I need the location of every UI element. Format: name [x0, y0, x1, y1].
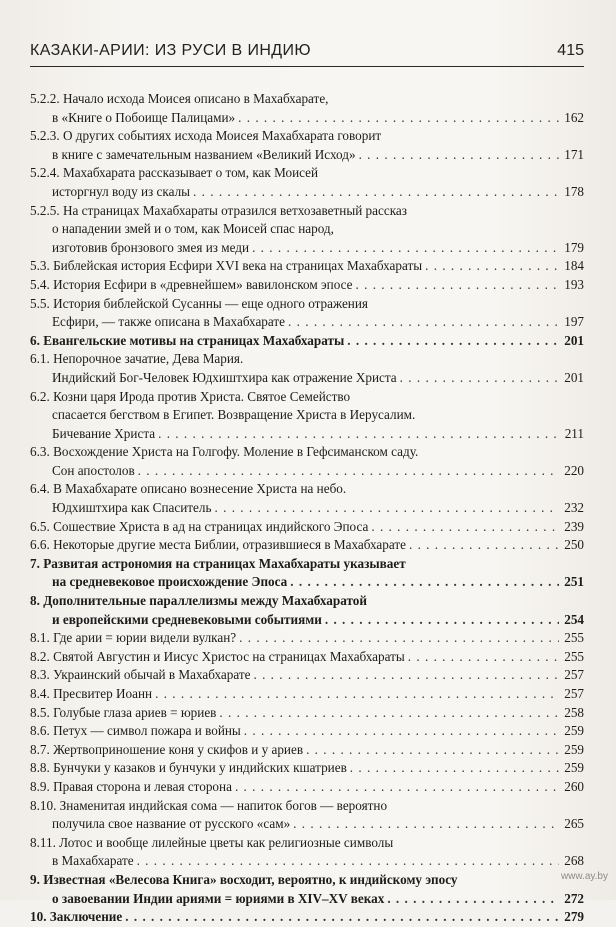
toc-page-number: 201	[564, 369, 584, 385]
toc-entry-line: Юдхиштхира как Спаситель	[52, 500, 212, 516]
toc-entry-last-line	[30, 815, 584, 834]
dot-leader	[158, 425, 559, 444]
toc-entry	[30, 648, 584, 667]
toc-entry-last-line	[30, 573, 584, 592]
toc-entry-line: 6.6. Некоторые другие места Библии, отразившиеся в Махабхарате	[30, 537, 406, 553]
toc-entry-last-line	[30, 462, 584, 481]
dot-leader	[252, 239, 559, 258]
toc-entry-last-line	[30, 629, 584, 648]
toc-entry-last-line	[30, 648, 584, 667]
toc-entry-line: исторгнул воду из скалы	[52, 183, 191, 199]
toc-entry-last-line	[30, 685, 584, 704]
toc-entry-line: 8.10. Знаменитая индийская сома — напиток богов — вероятно	[30, 797, 388, 813]
toc-page-number: 250	[564, 537, 584, 553]
toc-entry-line: Сон апостолов	[52, 462, 135, 478]
dot-leader	[138, 462, 559, 481]
dot-leader	[290, 573, 559, 592]
toc-entry-line: 5.2.5. На страницах Махабхараты отразился ветхозаветный рассказ	[30, 202, 407, 218]
toc-page-number: 171	[564, 146, 584, 162]
toc-entry-line: 8.2. Святой Августин и Иисус Христос на страницах Махабхараты	[30, 648, 405, 664]
toc-entry-line: в Махабхарате	[52, 853, 134, 869]
toc-entry	[30, 555, 584, 592]
dot-leader	[235, 778, 559, 797]
toc-entry-line: 7. Развитая астрономия на страницах Махабхараты указывает	[30, 555, 406, 571]
toc-entry	[30, 759, 584, 778]
toc-page-number: 178	[564, 183, 584, 199]
toc-entry-last-line	[30, 425, 584, 444]
toc-entry-last-line	[30, 704, 584, 723]
toc-entry-line: 8.1. Где арии = юрии видели вулкан?	[30, 630, 237, 646]
dot-leader	[306, 741, 559, 760]
toc-entry-line: 5.2.4. Махабхарата рассказывает о том, как Моисей	[30, 165, 319, 181]
dot-leader	[293, 815, 559, 834]
dot-leader	[238, 109, 559, 128]
toc-entry-line: 5.4. История Есфири в «древнейшем» вавилонском эпосе	[30, 276, 353, 292]
toc-entry	[30, 332, 584, 351]
dot-leader	[409, 536, 559, 555]
toc-page-number: 251	[564, 574, 584, 590]
toc-entry-line: 8.5. Голубые глаза ариев = юриев	[30, 704, 217, 720]
page-number: 415	[557, 42, 584, 59]
toc-page-number: 258	[564, 704, 584, 720]
running-header	[30, 42, 584, 67]
dot-leader	[325, 611, 559, 630]
toc-entry-line: 5.3. Библейская история Есфири XVI века на страницах Махабхараты	[30, 258, 423, 274]
toc-page-number: 184	[564, 258, 584, 274]
toc-entry-last-line	[30, 741, 584, 760]
toc-entry-last-line	[30, 852, 584, 871]
dot-leader	[288, 313, 559, 332]
toc-entry	[30, 908, 584, 927]
toc-entry	[30, 295, 584, 332]
toc-entry-line: 6.1. Непорочное зачатие, Дева Мария.	[30, 351, 244, 367]
toc-page-number: 259	[564, 723, 584, 739]
toc-page-number: 162	[564, 109, 584, 125]
dot-leader	[125, 908, 559, 927]
toc-entry-line: в «Книге о Побоище Палицами»	[52, 109, 236, 125]
toc-entry-line: о нападении змей и о том, как Моисей спас народ,	[52, 221, 334, 237]
dot-leader	[347, 332, 559, 351]
dot-leader	[137, 852, 559, 871]
dot-leader	[244, 722, 559, 741]
toc-entry-line: 6.3. Восхождение Христа на Голгофу. Моление в Гефсиманском саду.	[30, 444, 419, 460]
toc-entry-last-line	[30, 611, 584, 630]
dot-leader	[155, 685, 559, 704]
toc-page-number: 211	[564, 425, 584, 441]
watermark: www.ay.by	[560, 871, 608, 882]
toc-entry-last-line	[30, 722, 584, 741]
toc-entry-line: в книге с замечательным названием «Великий Исход»	[52, 146, 356, 162]
dot-leader	[359, 146, 559, 165]
toc-entry-line: 6.4. В Махабхарате описано вознесение Христа на небо.	[30, 481, 347, 497]
toc-entry-line: 8.7. Жертвоприношение коня у скифов и у ариев	[30, 741, 304, 757]
toc-page-number: 239	[564, 518, 584, 534]
toc-entry-last-line	[30, 313, 584, 332]
toc-page-number: 220	[564, 462, 584, 478]
toc-entry	[30, 276, 584, 295]
dot-leader	[350, 759, 559, 778]
toc-page-number: 254	[564, 611, 584, 627]
toc-entry	[30, 350, 584, 387]
toc-page-number: 257	[564, 667, 584, 683]
toc-entry	[30, 480, 584, 517]
toc-entry-last-line	[30, 183, 584, 202]
toc-entry-last-line	[30, 332, 584, 351]
toc-entry-line: 5.2.2. Начало исхода Моисея описано в Махабхарате,	[30, 91, 329, 106]
toc-page-number: 259	[564, 760, 584, 776]
toc-page-number: 255	[564, 630, 584, 646]
dot-leader	[215, 499, 560, 518]
toc-page-number: 272	[564, 890, 584, 906]
toc-entry-last-line	[30, 499, 584, 518]
dot-leader	[253, 666, 559, 685]
toc-page-number: 193	[564, 276, 584, 292]
toc-page-number: 232	[564, 500, 584, 516]
toc-entry	[30, 629, 584, 648]
toc-entry-line: о завоевании Индии ариями = юриями в XIV–XV веках	[52, 890, 385, 906]
toc-entry	[30, 666, 584, 685]
toc-entry-line: 8.11. Лотос и вообще лилейные цветы как религиозные символы	[30, 834, 394, 850]
toc-entry	[30, 592, 584, 629]
toc-entry	[30, 443, 584, 480]
dot-leader	[425, 257, 559, 276]
toc-entry-last-line	[30, 778, 584, 797]
running-title: КАЗАКИ-АРИИ: ИЗ РУСИ В ИНДИЮ	[30, 42, 311, 59]
toc-entry-line: 8.8. Бунчуки у казаков и бунчуки у индийских кшатриев	[30, 760, 347, 776]
toc-entry	[30, 202, 584, 258]
toc-entry	[30, 90, 584, 127]
toc-entry	[30, 127, 584, 164]
toc-entry-line: 8.9. Правая сторона и левая сторона	[30, 778, 232, 794]
toc-page-number: 179	[564, 239, 584, 255]
toc-entry-last-line	[30, 369, 584, 388]
toc-entry	[30, 257, 584, 276]
dot-leader	[219, 704, 559, 723]
toc-entry-line: 8.4. Пресвитер Иоанн	[30, 686, 153, 701]
toc-page-number: 268	[564, 853, 584, 869]
toc-entry-line: 10. Заключение	[30, 909, 123, 925]
toc-entry	[30, 778, 584, 797]
toc-entry-last-line	[30, 759, 584, 778]
toc-entry-line: Индийский Бог-Человек Юдхиштхира как отражение Христа	[52, 369, 397, 385]
toc-entry	[30, 685, 584, 704]
toc-entry-last-line	[30, 239, 584, 258]
dot-leader	[400, 369, 559, 388]
toc-entry-line: 8.6. Петух — символ пожара и войны	[30, 723, 241, 739]
toc-page-number: 197	[564, 314, 584, 330]
toc-entry-last-line	[30, 257, 584, 276]
toc-entry	[30, 797, 584, 834]
toc-entry-last-line	[30, 908, 584, 927]
toc-entry-line: изготовив бронзового змея из меди	[52, 239, 250, 255]
toc-page-number: 257	[564, 686, 584, 701]
toc-entry-line: 6.2. Козни царя Ирода против Христа. Святое Семейство	[30, 388, 351, 404]
toc-entry	[30, 164, 584, 201]
toc-page-number: 265	[564, 816, 584, 832]
toc-entry-line: 6. Евангельские мотивы на страницах Махабхараты	[30, 332, 345, 348]
toc-entry-line: Бичевание Христа	[52, 425, 156, 441]
toc-page-number: 255	[564, 648, 584, 664]
toc-entry	[30, 834, 584, 871]
dot-leader	[193, 183, 559, 202]
toc-page-number: 260	[564, 778, 584, 794]
toc-entry-last-line	[30, 276, 584, 295]
toc-entry-last-line	[30, 666, 584, 685]
toc-page-number: 259	[564, 741, 584, 757]
dot-leader	[408, 648, 559, 667]
toc-entry-last-line	[30, 536, 584, 555]
dot-leader	[387, 890, 559, 909]
toc-entry-last-line	[30, 890, 584, 909]
toc-entry-line: на средневековое происхождение Эпоса	[52, 574, 288, 590]
toc-entry	[30, 722, 584, 741]
toc-entry-line: получила свое название от русского «сам»	[52, 816, 291, 832]
toc-entry-line: 5.2.3. О других событиях исхода Моисея Махабхарата говорит	[30, 128, 382, 144]
dot-leader	[239, 629, 559, 648]
toc-entry	[30, 536, 584, 555]
toc-entry	[30, 388, 584, 444]
table-of-contents	[30, 90, 584, 927]
toc-entry-line: 6.5. Сошествие Христа в ад на страницах индийского Эпоса	[30, 518, 369, 534]
toc-entry	[30, 704, 584, 723]
toc-entry-last-line	[30, 518, 584, 537]
toc-entry-line: 8. Дополнительные параллелизмы между Махабхаратой	[30, 593, 367, 609]
toc-entry-line: спасается бегством в Египет. Возвращение Христа в Иерусалим.	[52, 407, 416, 423]
dot-leader	[371, 518, 559, 537]
toc-entry-line: 9. Известная «Велесова Книга» восходит, вероятно, к индийскому эпосу	[30, 871, 458, 887]
toc-entry-line: и европейскими средневековыми событиями	[52, 611, 322, 627]
toc-entry-last-line	[30, 146, 584, 165]
toc-entry	[30, 741, 584, 760]
toc-entry-line: Есфири, — также описана в Махабхарате	[52, 314, 286, 330]
toc-entry-line: 8.3. Украинский обычай в Махабхарате	[30, 667, 251, 683]
dot-leader	[356, 276, 560, 295]
toc-page-number: 279	[564, 909, 584, 925]
toc-page-number: 201	[564, 332, 584, 348]
toc-entry	[30, 518, 584, 537]
toc-entry-line: 5.5. История библейской Сусанны — еще одного отражения	[30, 295, 368, 311]
toc-entry	[30, 871, 584, 908]
toc-entry-last-line	[30, 109, 584, 128]
